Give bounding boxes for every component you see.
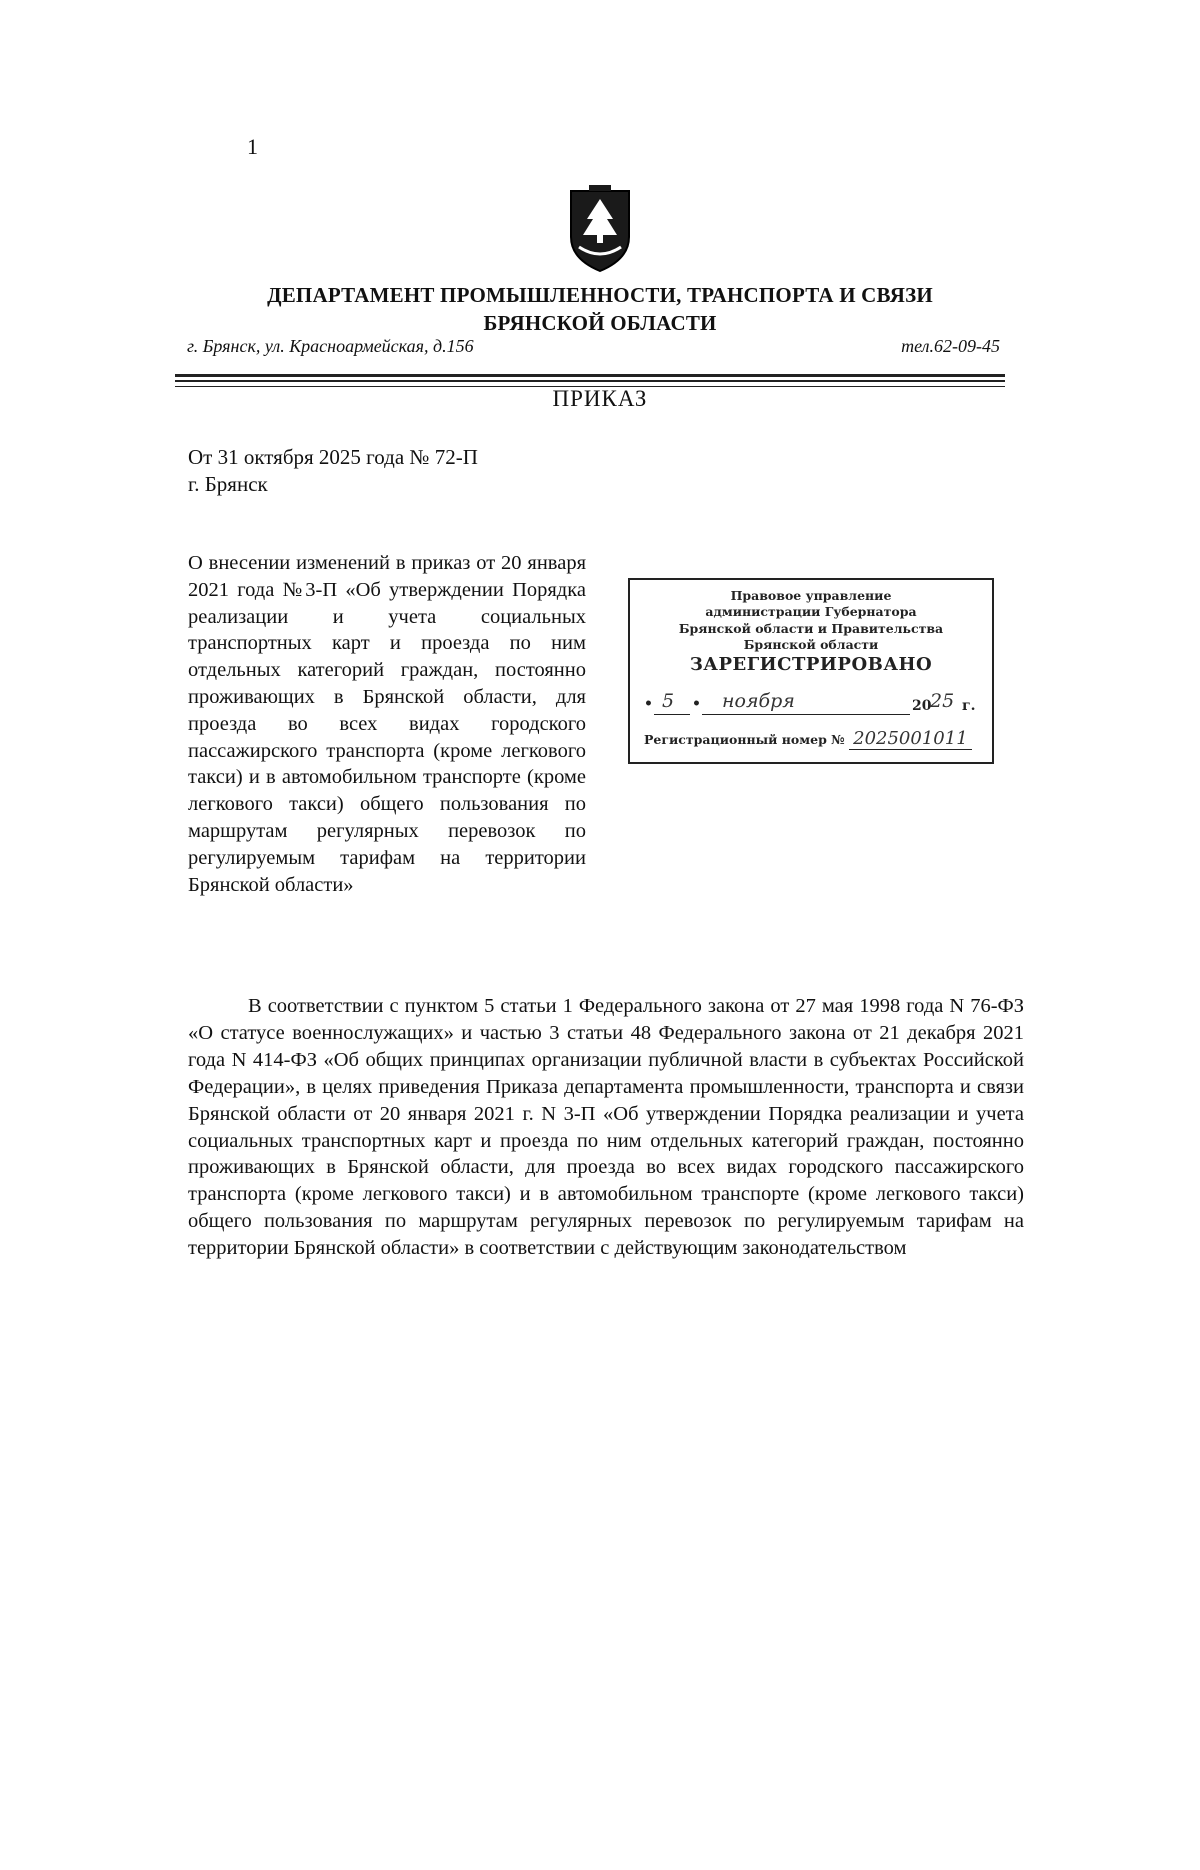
stamp-reg-label: Регистрационный номер № <box>644 732 845 747</box>
stamp-line-1: Правовое управление <box>730 588 892 603</box>
department-phone: тел.62-09-45 <box>901 336 1000 356</box>
order-subject: О внесении изменений в приказ от 20 января 2021 года №3-П «Об утверждении Порядка реализации и учета социальных транспортных карт и проезда по ним отдельных категорий граждан, постоянно проживающих в Брянской области, для проезда во всех видах городского пассажирского транспорта (кроме легкового такси) и в автомобильном транспорте (кроме легкового такси) общего пользования по маршрутам регулярных перевозок по регулируемым тарифам на территории Брянской области» <box>188 552 586 896</box>
order-body-text: В соответствии с пунктом 5 статьи 1 Федерального закона от 27 мая 1998 года N 76-ФЗ «О статусе военнослужащих» и частью 3 статьи 48 Федерального закона от 21 декабря 2021 года N 414-ФЗ «Об общих принципах организации публичной власти в субъектах Российской Федерации», в целях приведения Приказа департамента промышленности, транспорта и связи Брянской области от 20 января 2021 г. N 3-П «Об утверждении Порядка реализации и учета социальных транспортных карт и проезда по ним отдельных категорий граждан, постоянно проживающих в Брянской области, для проезда во всех видах городского пассажирского транспорта (кроме легкового такси) и в автомобильном транспорте (кроме легкового такси) общего пользования по маршрутам регулярных перевозок по регулируемым тарифам на территории Брянской области» в соответствии с действующим законодательством <box>188 995 1024 1260</box>
stamp-line-4: Брянской области <box>743 637 879 652</box>
stamp-line-2: администрации Губернатора <box>705 604 917 619</box>
stamp-reg-row <box>644 728 972 749</box>
stamp-year-end: г. <box>962 698 976 714</box>
page-number: 1 <box>247 134 258 159</box>
document-type-title: ПРИКАЗ <box>552 386 648 411</box>
header-divider-medium <box>175 380 1005 382</box>
stamp-line-3: Брянской области и Правительства <box>678 621 944 636</box>
stamp-month: ноября <box>722 690 795 712</box>
stamp-status: ЗАРЕГИСТРИРОВАНО <box>689 654 933 675</box>
coat-of-arms-icon <box>565 185 635 275</box>
stamp-year-prefix: 20 <box>912 698 932 714</box>
department-address: г. Брянск, ул. Красноармейская, д.156 <box>187 336 474 356</box>
stamp-reg-number: 2025001011 <box>849 728 972 750</box>
department-title-line1: ДЕПАРТАМЕНТ ПРОМЫШЛЕННОСТИ, ТРАНСПОРТА И СВЯЗИ <box>267 283 933 307</box>
stamp-year-suffix: 25 <box>930 690 955 712</box>
order-city: г. Брянск <box>188 472 268 496</box>
header-divider-thick <box>175 374 1005 377</box>
order-date-number: От 31 октября 2025 года № 72-П <box>188 445 478 469</box>
department-title-line2: БРЯНСКОЙ ОБЛАСТИ <box>483 311 717 335</box>
stamp-day: 5 <box>662 690 675 712</box>
stamp-date-row: • 5 • ноября 20 25 г. <box>644 690 976 714</box>
registration-stamp <box>628 578 994 764</box>
